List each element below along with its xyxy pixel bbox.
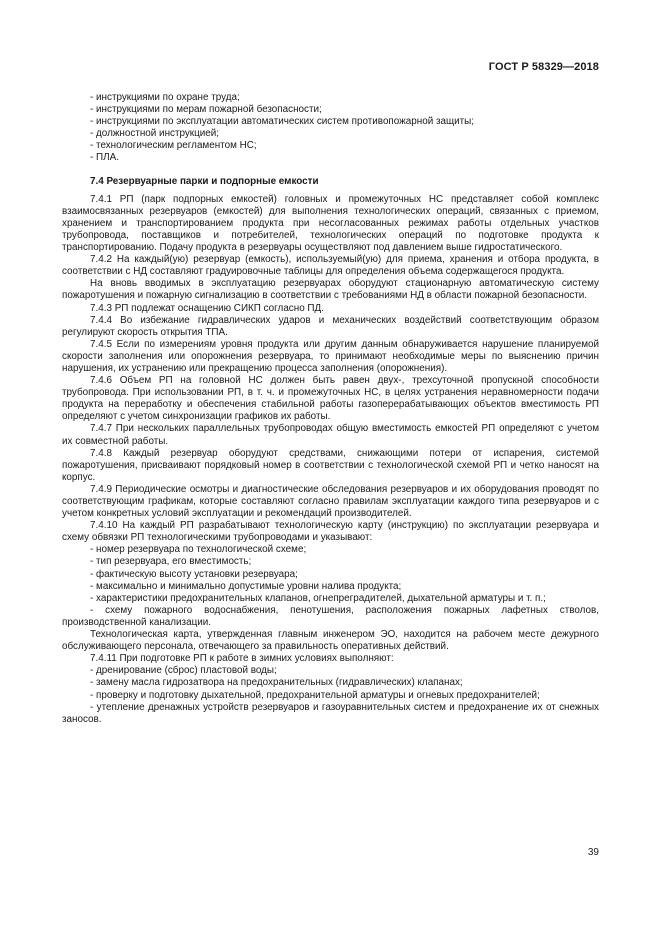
list-item: - номер резервуара по технологической схеме; (90, 544, 307, 556)
paragraph-7-4-8: 7.4.8 Каждый резервуар оборудуют средствами, снижающими потери от испарения, системой пожаротушения, присваивают порядковый номер в соответствии с технологической схемой РП и четко наносят на корпус. (62, 447, 599, 483)
list-item: - проверку и подготовку дыхательной, предохранительной арматуры и огневых предохранителей; (90, 689, 540, 701)
list-item: - должностной инструкцией; (90, 128, 220, 140)
paragraph-7-4-10-continued: Технологическая карта, утвержденная главным инженером ЭО, находится на рабочем месте дежурного обслуживающего персонала, отвечающего за правильность оперативных действий. (62, 629, 599, 653)
section-heading: 7.4 Резервуарные парки и подпорные емкости (90, 175, 319, 187)
paragraph-7-4-6: 7.4.6 Объем РП на головной НС должен быть равен двух-, трехсуточной пропускной способности трубопровода. При использовании РП, в т. ч. и промежуточных НС, в целях устранения неравномерности подачи продукта на переработку и обеспечения стабильной работы газоперерабатывающих объектов вместимость РП определяют с учетом синхронизации графиков их работы. (62, 375, 599, 423)
paragraph-7-4-4: 7.4.4 Во избежание гидравлических ударов и механических воздействий соответствующим образом регулируют скорость открытия ТПА. (62, 314, 599, 338)
list-item: - ПЛА. (90, 152, 119, 164)
paragraph-7-4-2-continued: На вновь вводимых в эксплуатацию резервуарах оборудуют стационарную автоматическую систему пожаротушения и пожарную сигнализацию в соответствии с требованиями НД в области пожарной безопасности. (62, 278, 599, 302)
list-item: - инструкциями по охране труда; (90, 92, 240, 103)
list-item: - характеристики предохранительных клапанов, огнепреградителей, дыхательной арматуры и т. п.; (90, 592, 546, 604)
list-item: - технологическим регламентом НС; (90, 140, 257, 152)
paragraph-7-4-7: 7.4.7 При нескольких параллельных трубопроводах общую вместимость емкостей РП определяют с учетом их совместной работы. (62, 423, 599, 447)
list-item: - инструкциями по эксплуатации автоматических систем противопожарной защиты; (90, 116, 474, 128)
paragraph-7-4-3: 7.4.3 РП подлежат оснащению СИКП согласно ПД. (90, 302, 324, 314)
list-item: - тип резервуара, его вместимость; (90, 556, 252, 568)
paragraph-7-4-11: 7.4.11 При подготовке РП к работе в зимних условиях выполняют: (90, 653, 394, 665)
list-item: - инструкциями по мерам пожарной безопасности; (90, 104, 322, 116)
page-content (62, 92, 599, 726)
list-item: - замену масла гидрозатвора на предохранительных (гидравлических) клапанах; (90, 677, 463, 689)
list-item: - схему пожарного водоснабжения, пенотушения, расположения пожарных лафетных стволов, производственной канализации. (62, 604, 599, 628)
list-item: - дренирование (сброс) пластовой воды; (90, 665, 277, 677)
list-item: - фактическую высоту установки резервуара; (90, 568, 298, 580)
paragraph-7-4-2: 7.4.2 На каждый(ую) резервуар (емкость), используемый(ую) для приема, хранения и отбора продукта, в соответствии с НД составляют градуировочные таблицы для определения объема содержащегося продукта. (62, 254, 599, 278)
page-number: 39 (587, 847, 599, 858)
list-item: - максимально и минимально допустимые уровни налива продукта; (90, 580, 402, 592)
paragraph-7-4-5: 7.4.5 Если по измерениям уровня продукта или другим данным обнаруживается нарушение планируемой скорости заполнения или опорожнения резервуара, то принимают необходимые меры по выяснению причин нарушения, их устранению или прекращению процесса заполнения (опорожнения). (62, 338, 599, 374)
paragraph-7-4-1: 7.4.1 РП (парк подпорных емкостей) головных и промежуточных НС представляет собой комплекс взаимосвязанных резервуаров (емкостей) для выполнения технологических операций, связанных с приемом, хранением и транспортированием продукта при несогласованных режимах работы отдельных участков трубопровода, поставщиков и потребителей, технологических операций по подготовке продукта к транспортированию. Подачу продукта в резервуары осуществляют под давлением выше гидростатического. (62, 193, 599, 254)
paragraph-7-4-10: 7.4.10 На каждый РП разрабатывают технологическую карту (инструкцию) по эксплуатации резервуара и схему обвязки РП технологическими трубопроводами и указывают: (62, 520, 599, 544)
list-item: - утепление дренажных устройств резервуаров и газоуравнительных систем и предохранение их от снежных заносов. (62, 701, 599, 725)
document-id-header: ГОСТ Р 58329—2018 (488, 61, 599, 73)
paragraph-7-4-9: 7.4.9 Периодические осмотры и диагностические обследования резервуаров и их оборудования проводят по соответствующим графикам, которые составляют согласно правилам эксплуатации каждого типа резервуаров и с учетом конкретных условий эксплуатации и рекомендаций производителей. (62, 483, 599, 520)
